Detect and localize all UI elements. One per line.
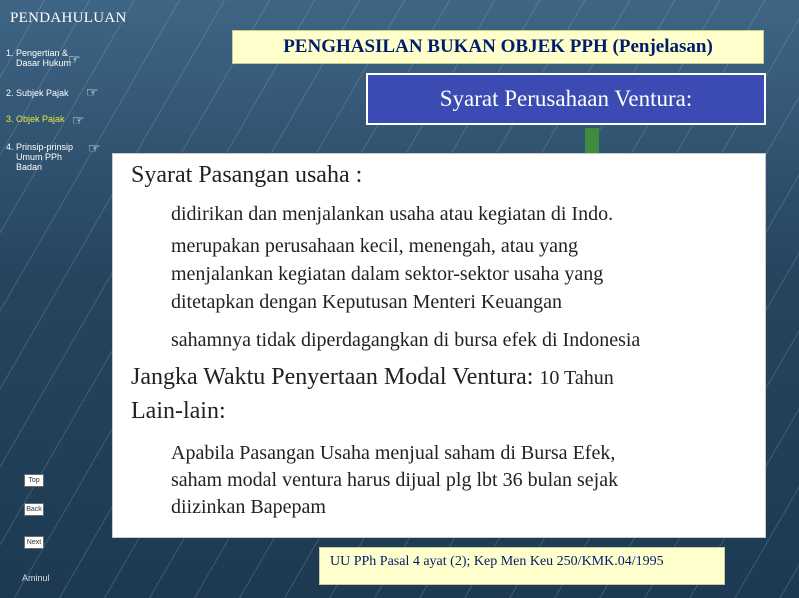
bullet-text: saham modal ventura harus dijual plg lbt 36 bulan sejak [171, 469, 619, 491]
bullet-text: sahamnya tidak diperdagangkan di bursa efek di Indonesia [171, 329, 641, 351]
content-panel [112, 153, 766, 538]
bullet-text: ditetapkan dengan Keputusan Menteri Keuangan [171, 291, 562, 313]
top-button[interactable]: Top [24, 474, 44, 487]
pointing-hand-icon: ☞ [72, 112, 85, 128]
pointing-hand-icon: ☞ [86, 84, 99, 100]
section-title: PENDAHULUAN [10, 10, 127, 26]
sub-bullet [161, 200, 613, 228]
nav-item-label: 1. Pengertian & [6, 48, 69, 58]
subheader: Syarat Perusahaan Ventura: [366, 73, 766, 125]
bullet-text: menjalankan kegiatan dalam sektor-sektor usaha yang [171, 263, 604, 285]
bullet-value: 10 Tahun [539, 367, 614, 389]
back-button[interactable]: Back [24, 503, 44, 516]
nav-item-pengertian[interactable] [6, 48, 81, 68]
accent-bar [585, 128, 599, 154]
sub-bullet [161, 440, 618, 521]
bullet-text: Syarat Pasangan usaha : [131, 162, 363, 188]
sub-bullet [161, 326, 640, 354]
bullet-text: Apabila Pasangan Usaha menjual saham di Bursa Efek, [171, 442, 616, 464]
nav-item-label: 2. Subjek Pajak [6, 88, 69, 98]
bullet-text: merupakan perusahaan kecil, menengah, atau yang [171, 235, 579, 257]
nav-item-objek-pajak[interactable] [6, 112, 85, 128]
nav-item-label: Umum PPh [16, 152, 63, 162]
next-button[interactable]: Next [24, 536, 44, 549]
pointing-hand-icon: ☞ [68, 51, 81, 67]
sub-bullet [161, 232, 603, 316]
page-title: PENGHASILAN BUKAN OBJEK PPH (Penjelasan) [232, 30, 764, 64]
legal-reference: UU PPh Pasal 4 ayat (2); Kep Men Keu 250/KMK.04/1995 [319, 547, 725, 585]
bullet-lain-lain [121, 398, 226, 425]
nav-item-label: Badan [16, 162, 43, 172]
bullet-text: Jangka Waktu Penyertaan Modal Ventura: [131, 364, 534, 390]
bullet-text: diizinkan Bapepam [171, 496, 326, 518]
pointing-hand-icon: ☞ [88, 140, 101, 156]
bullet-pasangan [121, 162, 362, 189]
nav-item-prinsip[interactable] [6, 140, 101, 172]
bullet-text: didirikan dan menjalankan usaha atau kegiatan di Indo. [171, 203, 614, 225]
bullet-text: Lain-lain: [131, 398, 226, 424]
bullet-jangka-waktu [121, 364, 614, 391]
nav-item-subjek-pajak[interactable] [6, 84, 99, 100]
nav-item-label: Dasar Hukum [16, 58, 72, 68]
nav-item-label: 4. Prinsip-prinsip [6, 142, 74, 152]
nav-item-label: 3. Objek Pajak [6, 114, 65, 124]
author-label: Aminul [22, 573, 50, 583]
